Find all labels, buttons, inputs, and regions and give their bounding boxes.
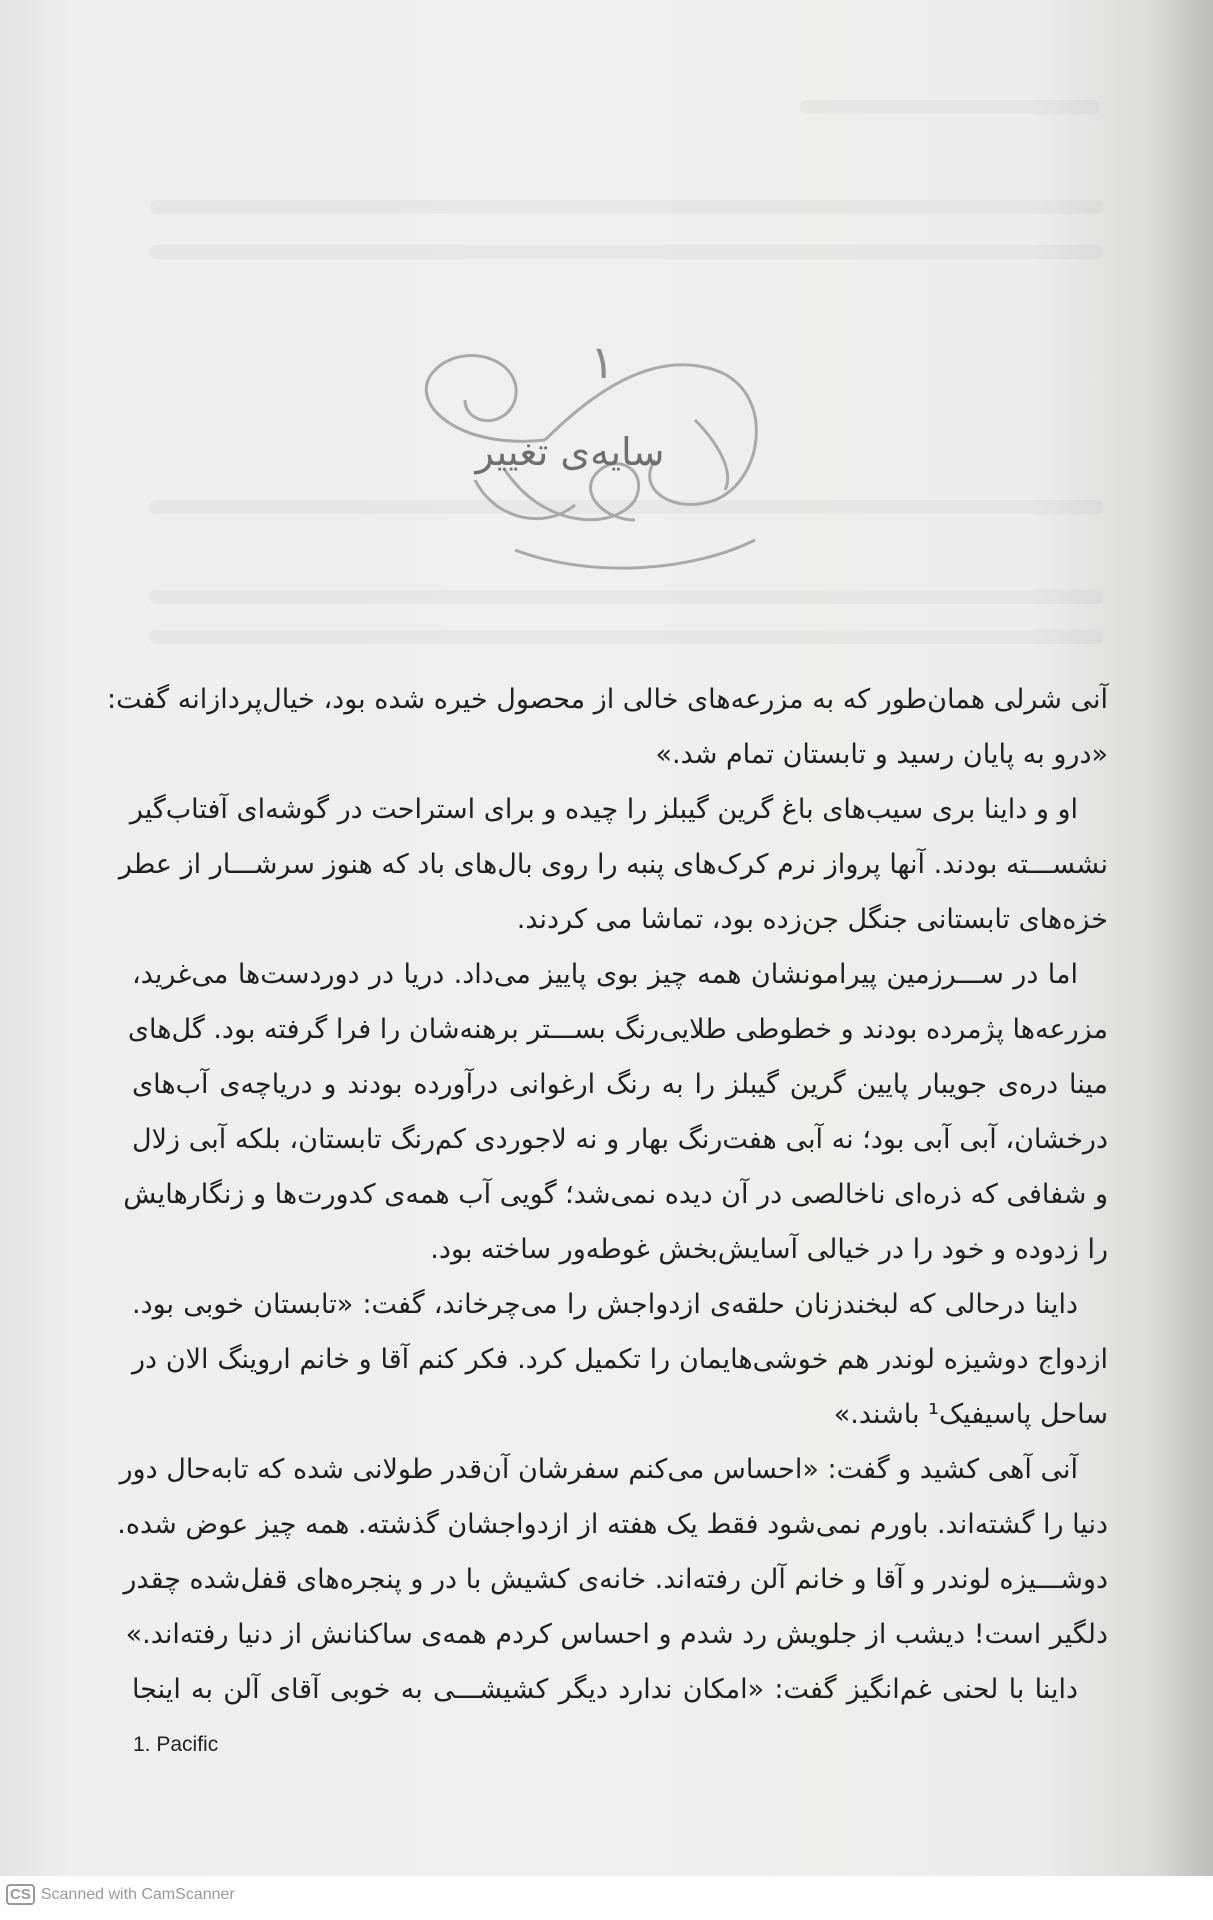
text-line: دلگیر است! دیشب از جلویش رد شدم و احساس کردم همه‌ی ساکنانش از دنیا رفته‌اند.» bbox=[125, 1619, 1108, 1650]
bleed-through-text bbox=[150, 590, 1103, 604]
text-line: دوشـــیزه لوندر و آقا و خانم آلن رفته‌اند. خانه‌ی کشیش با در و پنجره‌های قفل‌شده چقدر bbox=[123, 1564, 1108, 1595]
text-line: را زدوده و خود را در خیالی آسایش‌بخش غوطه‌ور ساخته بود. bbox=[430, 1234, 1108, 1265]
camscanner-logo-icon: CS bbox=[6, 1884, 35, 1905]
text-line: او و داینا بری سیب‌های باغ گرین گیبلز را چیده و برای استراحت در گوشه‌ای آفتاب‌گیر bbox=[129, 794, 1078, 825]
text-line: خزه‌های تابستانی جنگل جن‌زده بود، تماشا می کردند. bbox=[516, 904, 1108, 935]
bleed-through-text bbox=[800, 100, 1100, 114]
text-line: آنی شرلی همان‌طور که به مزرعه‌های خالی از محصول خیره شده بود، خیال‌پردازانه گفت: bbox=[107, 684, 1108, 715]
text-line: آنی آهی کشید و گفت: «احساس می‌کنم سفرشان آن‌قدر طولانی شده که تابه‌حال دور bbox=[119, 1454, 1078, 1485]
text-line: نشســـته بودند. آنها پرواز نرم کرک‌های پنبه را روی بال‌های باد که هنوز سرشـــار از عطر bbox=[118, 849, 1108, 880]
text-line: اما در ســـرزمین پیرامونشان همه چیز بوی پاییز می‌داد. دریا در دوردست‌ها می‌غرید، bbox=[132, 959, 1078, 990]
bleed-through-text bbox=[150, 200, 1103, 214]
text-line: «درو به پایان رسید و تابستان تمام شد.» bbox=[655, 739, 1108, 770]
bleed-through-text bbox=[150, 630, 1103, 644]
text-line: داینا با لحنی غم‌انگیز گفت: «امکان ندارد دیگر کشیشـــی به خوبی آقای آلن به اینجا bbox=[132, 1674, 1078, 1705]
text-line: داینا درحالی که لبخندزنان حلقه‌ی ازدواجش را می‌چرخاند، گفت: «تابستان خوبی بود. bbox=[132, 1289, 1078, 1320]
footnote: 1. Pacific bbox=[133, 1733, 219, 1756]
watermark-text: Scanned with CamScanner bbox=[40, 1885, 235, 1903]
chapter-number: ۱ bbox=[590, 335, 615, 389]
bleed-through-text bbox=[150, 245, 1103, 259]
scanner-watermark bbox=[6, 1884, 235, 1905]
text-line: مینا دره‌ی جویبار پایین گرین گیبلز را به رنگ ارغوانی درآورده بودند و دریاچه‌ی آب‌های bbox=[132, 1069, 1108, 1100]
text-line: دنیا را گشته‌اند. باورم نمی‌شود فقط یک هفته از ازدواجشان گذشته. همه چیز عوض شده. bbox=[117, 1509, 1108, 1540]
text-line: مزرعه‌ها پژمرده بودند و خطوطی طلایی‌رنگ بســـتر برهنه‌شان را فرا گرفته بود. گل‌های bbox=[127, 1014, 1108, 1045]
text-line: ساحل پاسیفیک¹ باشند.» bbox=[833, 1399, 1108, 1430]
chapter-body-text bbox=[107, 672, 1108, 1717]
chapter-title: سایه‌ی تغییر bbox=[475, 430, 665, 474]
text-line: و شفافی که ذره‌ای ناخالصی در آن دیده نمی‌شد؛ گویی آب همه‌ی کدورت‌ها و زنگارهایش bbox=[123, 1179, 1108, 1210]
text-line: درخشان، آبی آبی بود؛ نه آبی هفت‌رنگ بهار و نه لاجوردی کم‌رنگ تابستان، بلکه آبی زلال bbox=[132, 1124, 1108, 1155]
text-line: ازدواج دوشیزه لوندر هم خوشی‌هایمان را تکمیل کرد. فکر کنم آقا و خانم اروینگ الان در bbox=[132, 1344, 1108, 1375]
